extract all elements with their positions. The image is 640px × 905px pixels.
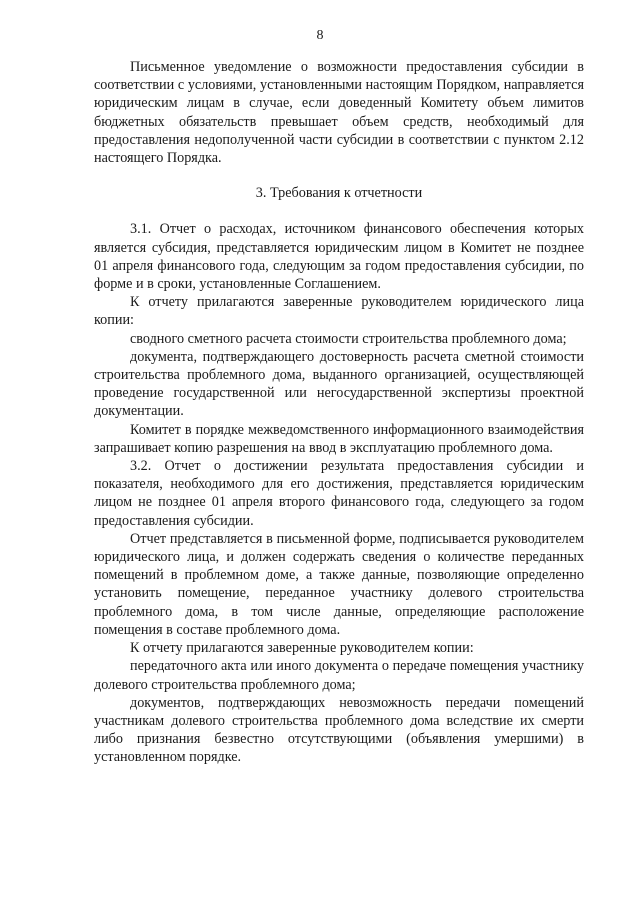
paragraph-notification: Письменное уведомление о возможности предоставления субсидии в соответствии с условиями, установленными настоящим Порядком, направляется юридическим лицам в случае, если доведенный Комитету объем лимитов бюджетных обязательств превышает объем средств, необходимый для предоставления недополученной части субсидии в соответствии с пунктом 2.12 настоящего Порядка.	[94, 59, 584, 167]
paragraph-impossibility-docs: документов, подтверждающих невозможность передачи помещений участникам долевого строительства проблемного дома вследствие их смерти либо признания безвестно отсутствующими (объявления умершими) в установленном порядке.	[94, 694, 584, 766]
paragraph-3-1: 3.1. Отчет о расходах, источником финансового обеспечения которых является субсидия, представляется юридическим лицом в Комитет не позднее 01 апреля финансового года, следующим за годом предоставления субсидии, по форме и в сроки, установленные Соглашением.	[94, 221, 584, 293]
paragraph-estimate: сводного сметного расчета стоимости строительства проблемного дома;	[130, 330, 567, 347]
section-heading: 3. Требования к отчетности	[255, 185, 423, 202]
paragraph-committee-request: Комитет в порядке межведомственного информационного взаимодействия запрашивает копию разрешения на ввод в эксплуатацию проблемного дома.	[94, 421, 584, 456]
paragraph-transfer-act: передаточного акта или иного документа о передаче помещения участнику долевого строительства проблемного дома;	[94, 658, 584, 693]
paragraph-attachments-intro: К отчету прилагаются заверенные руководителем юридического лица копии:	[94, 294, 584, 329]
document-body	[94, 58, 584, 767]
page-number: 8	[316, 28, 324, 43]
paragraph-expertise: документа, подтверждающего достоверность расчета сметной стоимости строительства проблемного дома, выданного организацией, осуществляющей проведение государственной или негосударственной экспертизы проектной документации.	[94, 348, 584, 420]
paragraph-report-form: Отчет представляется в письменной форме, подписывается руководителем юридического лица, и должен содержать сведения о количестве переданных помещений в проблемном доме, а также данные, позволяющие определенно установить помещение, переданное участнику долевого строительства проблемного дома, в том числе данные, определяющие расположение помещения в составе проблемного дома.	[94, 530, 584, 638]
paragraph-copies-intro: К отчету прилагаются заверенные руководителем копии:	[130, 640, 474, 657]
paragraph-3-2: 3.2. Отчет о достижении результата предоставления субсидии и показателя, необходимого для его достижения, представляется юридическим лицом не позднее 01 апреля второго финансового года, следующего за годом предоставления субсидии.	[94, 458, 584, 529]
